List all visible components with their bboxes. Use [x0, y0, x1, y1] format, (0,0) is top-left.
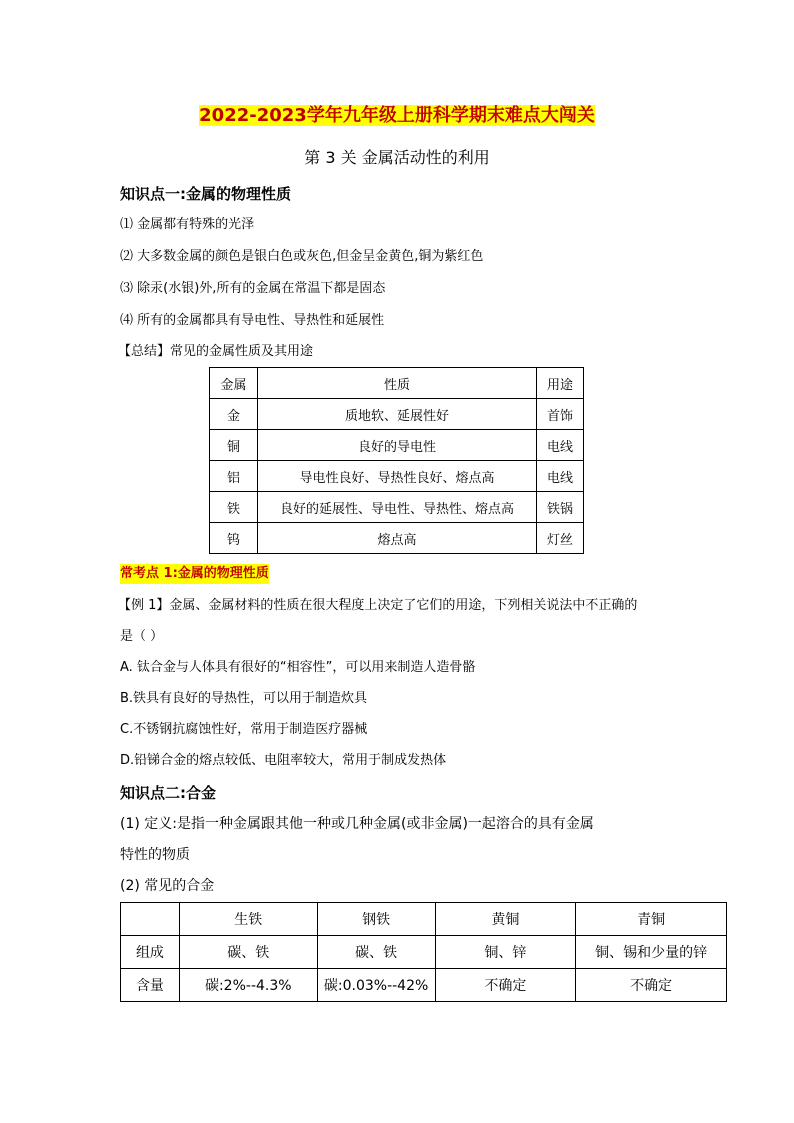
alloy-table — [120, 902, 727, 1002]
list-item: ⑷ 所有的金属都具有导电性、导热性和延展性 — [120, 313, 385, 328]
document-title — [0, 103, 794, 129]
list-item: ⑶ 除汞(水银)外,所有的金属在常温下都是固态 — [120, 281, 386, 296]
table-cell: 良好的延展性、导电性、导热性、熔点高 — [257, 492, 536, 523]
table-cell: 灯丝 — [537, 523, 584, 554]
list-item: ⑵ 大多数金属的颜色是银白色或灰色,但金呈金黄色,铜为紫红色 — [120, 249, 484, 264]
table-row — [210, 430, 584, 461]
option-b: B.铁具有良好的导热性，可以用于制造炊具 — [120, 691, 368, 706]
alloy-definition: (1) 定义:是指一种金属跟其他一种或几种金属(或非金属)一起溶合的具有金属 — [120, 816, 594, 832]
table-cell: 含量 — [121, 969, 180, 1002]
table-header-cell: 性质 — [257, 368, 536, 399]
table-header-cell: 钢铁 — [317, 903, 435, 936]
table-row — [121, 936, 727, 969]
table-row — [210, 399, 584, 430]
table-header-row — [121, 903, 727, 936]
table-row — [210, 492, 584, 523]
table-cell: 熔点高 — [257, 523, 536, 554]
table-cell: 铝 — [210, 461, 258, 492]
common-alloys-label: (2) 常见的合金 — [120, 878, 215, 894]
table-cell: 金 — [210, 399, 258, 430]
example-stem-cont: 是（ ） — [120, 629, 164, 644]
table-cell: 电线 — [537, 430, 584, 461]
table-header-cell: 黄铜 — [435, 903, 576, 936]
table-cell: 碳、铁 — [317, 936, 435, 969]
section1-heading: 知识点一:金属的物理性质 — [120, 185, 291, 203]
table-header-cell: 用途 — [537, 368, 584, 399]
table-header-cell — [121, 903, 180, 936]
example-stem: 【例 1】金属、金属材料的性质在很大程度上决定了它们的用途，下列相关说法中不正确的 — [118, 598, 638, 613]
table-row — [210, 523, 584, 554]
table-cell: 铁锅 — [537, 492, 584, 523]
table-header-row — [210, 368, 584, 399]
table-cell: 电线 — [537, 461, 584, 492]
table-cell: 质地软、延展性好 — [257, 399, 536, 430]
table-cell: 碳、铁 — [179, 936, 317, 969]
table-cell: 铜、锡和少量的锌 — [576, 936, 727, 969]
level-subtitle: 第 3 关 金属活动性的利用 — [304, 148, 490, 167]
option-a: A. 钛合金与人体具有很好的“相容性”，可以用来制造人造骨骼 — [120, 660, 476, 675]
table-cell: 良好的导电性 — [257, 430, 536, 461]
table-cell: 铜、锌 — [435, 936, 576, 969]
table-header-cell: 金属 — [210, 368, 258, 399]
title-text: 学年九年级上册科学期末难点大闯关 — [306, 105, 595, 126]
table-cell: 碳:2%--4.3% — [179, 969, 317, 1002]
option-c: C.不锈钢抗腐蚀性好，常用于制造医疗器械 — [120, 722, 368, 737]
table-cell: 不确定 — [576, 969, 727, 1002]
table-cell: 铜 — [210, 430, 258, 461]
table-cell: 铁 — [210, 492, 258, 523]
summary-label: 【总结】常见的金属性质及其用途 — [118, 344, 314, 359]
table-header-cell: 青铜 — [576, 903, 727, 936]
table-header-cell: 生铁 — [179, 903, 317, 936]
section2-heading: 知识点二:合金 — [120, 784, 216, 802]
title-year: 2022-2023 — [199, 105, 307, 126]
table-cell: 不确定 — [435, 969, 576, 1002]
list-item: ⑴ 金属都有特殊的光泽 — [120, 217, 255, 232]
table-cell: 碳:0.03%--42% — [317, 969, 435, 1002]
option-d: D.铅锑合金的熔点较低、电阻率较大，常用于制成发热体 — [120, 753, 447, 768]
table-cell: 钨 — [210, 523, 258, 554]
table-row — [210, 461, 584, 492]
exam-point-label: 常考点 1:金属的物理性质 — [120, 564, 269, 584]
metal-properties-table — [209, 367, 584, 554]
table-row — [121, 969, 727, 1002]
table-cell: 导电性良好、导热性良好、熔点高 — [257, 461, 536, 492]
table-cell: 组成 — [121, 936, 180, 969]
alloy-definition-cont: 特性的物质 — [120, 847, 190, 863]
table-cell: 首饰 — [537, 399, 584, 430]
